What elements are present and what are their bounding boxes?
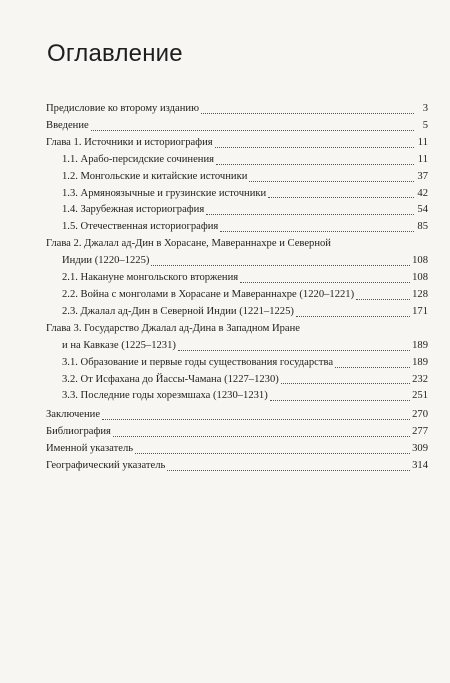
toc-page-number: 232 xyxy=(412,373,428,385)
toc-entry-conclusion[interactable] xyxy=(46,407,428,424)
toc-page-number: 277 xyxy=(412,426,428,438)
toc-entry-label: Введение xyxy=(46,119,89,131)
toc-leader-dots xyxy=(215,147,414,148)
toc-leader-dots xyxy=(113,436,410,437)
toc-leader-dots xyxy=(151,265,410,266)
toc-entry-section-2-1[interactable] xyxy=(46,270,428,287)
toc-leader-dots xyxy=(91,130,414,131)
toc-leader-dots xyxy=(240,282,410,283)
toc-leader-dots xyxy=(167,470,410,471)
toc-entry-geographic-index[interactable] xyxy=(46,458,428,475)
toc-entry-label: Географический указатель xyxy=(46,460,166,472)
toc-entry-chapter-2[interactable] xyxy=(46,236,428,270)
toc-entry-bibliography[interactable] xyxy=(46,424,428,441)
toc-page-number: 54 xyxy=(417,204,428,216)
toc-entry-label: Заключение xyxy=(46,409,101,421)
toc-entry-label-line1: Глава 2. Джалал ад-Дин в Хорасане, Мавераннахре и Северной xyxy=(46,238,331,250)
toc-entry-section-1-1[interactable] xyxy=(46,152,428,169)
toc-leader-dots xyxy=(249,181,414,182)
toc-page-number: 171 xyxy=(412,305,428,317)
toc-page-number: 85 xyxy=(417,221,428,233)
toc-leader-dots xyxy=(335,367,410,368)
toc-page-number: 314 xyxy=(412,460,428,472)
toc-page-number: 309 xyxy=(412,443,428,455)
toc-entry-label: Предисловие ко второму изданию xyxy=(46,103,200,114)
toc-page-number: 108 xyxy=(412,272,428,284)
toc-entry-preface[interactable] xyxy=(46,101,428,118)
toc-entry-section-2-2[interactable] xyxy=(46,287,428,304)
toc-entry-label-line2: Индии (1220–1225) xyxy=(62,255,150,267)
toc-page-number: 42 xyxy=(417,187,428,199)
toc-entry-label: 2.1. Накануне монгольского вторжения xyxy=(62,272,239,284)
toc-entry-section-3-2[interactable] xyxy=(46,372,428,389)
toc-entry-label: 2.3. Джалал ад-Дин в Северной Индии (1221–1225) xyxy=(62,305,294,317)
toc-page-number: 5 xyxy=(422,119,428,131)
toc-entry-label: 1.5. Отечественная историография xyxy=(62,221,219,233)
toc-entry-section-1-2[interactable] xyxy=(46,169,428,186)
toc-leader-dots xyxy=(206,214,414,215)
toc-entry-name-index[interactable] xyxy=(46,441,428,458)
toc-entry-section-3-1[interactable] xyxy=(46,355,428,372)
toc-page-number: 11 xyxy=(417,136,428,148)
toc-entry-label: 2.2. Война с монголами в Хорасане и Мавераннахре (1220–1221) xyxy=(62,288,355,300)
toc-entry-label: 3.3. Последние годы хорезмшаха (1230–1231) xyxy=(62,390,268,402)
toc-leader-dots xyxy=(201,113,414,114)
toc-leader-dots xyxy=(216,164,414,165)
toc-leader-dots xyxy=(102,419,410,420)
toc-entry-section-1-4[interactable] xyxy=(46,202,428,219)
toc-entry-section-2-3[interactable] xyxy=(46,304,428,321)
toc-entry-label: Именной указатель xyxy=(46,443,134,455)
toc-entry-section-3-3[interactable] xyxy=(46,388,428,405)
toc-entry-introduction[interactable] xyxy=(46,118,428,135)
toc-entry-section-1-3[interactable] xyxy=(46,186,428,203)
toc-entry-label: 3.2. От Исфахана до Йассы-Чамана (1227–1230) xyxy=(62,373,279,385)
toc-entry-label: 1.4. Зарубежная историография xyxy=(62,204,205,216)
toc-page-number: 37 xyxy=(417,170,428,182)
toc-page-number: 3 xyxy=(422,103,428,114)
toc-entry-label: Глава 1. Источники и историография xyxy=(46,136,213,148)
toc-entry-label: 1.2. Монгольские и китайские источники xyxy=(62,170,248,182)
page-title: Оглавление xyxy=(47,40,183,67)
toc-entry-label-line1: Глава 3. Государство Джалал ад-Дина в Западном Иране xyxy=(46,322,300,334)
toc-page-number: 189 xyxy=(412,356,428,368)
toc-page-number: 251 xyxy=(412,390,428,402)
toc-entry-section-1-5[interactable] xyxy=(46,219,428,236)
toc-leader-dots xyxy=(356,299,410,300)
toc-page-number: 189 xyxy=(412,339,428,351)
toc-leader-dots xyxy=(296,316,410,317)
toc-page-number: 128 xyxy=(412,288,428,300)
toc-entry-label: 1.1. Арабо-персидские сочинения xyxy=(62,153,215,165)
toc-entry-label: 3.1. Образование и первые годы существования государства xyxy=(62,356,334,368)
toc-page-number: 270 xyxy=(412,409,428,421)
toc-leader-dots xyxy=(270,400,410,401)
toc-leader-dots xyxy=(281,383,410,384)
toc-leader-dots xyxy=(178,350,410,351)
toc-entry-label-line2: и на Кавказе (1225–1231) xyxy=(62,339,176,351)
toc-entry-chapter-3[interactable] xyxy=(46,321,428,355)
toc-leader-dots xyxy=(268,197,414,198)
toc-entry-chapter-1[interactable] xyxy=(46,135,428,152)
toc-entry-label: 1.3. Армяноязычные и грузинские источники xyxy=(62,187,267,199)
toc-leader-dots xyxy=(135,453,410,454)
toc-page-number: 11 xyxy=(417,153,428,165)
toc-entry-label: Библиография xyxy=(46,426,111,438)
toc-leader-dots xyxy=(220,231,414,232)
table-of-contents xyxy=(46,101,428,475)
toc-page-number: 108 xyxy=(412,255,428,267)
